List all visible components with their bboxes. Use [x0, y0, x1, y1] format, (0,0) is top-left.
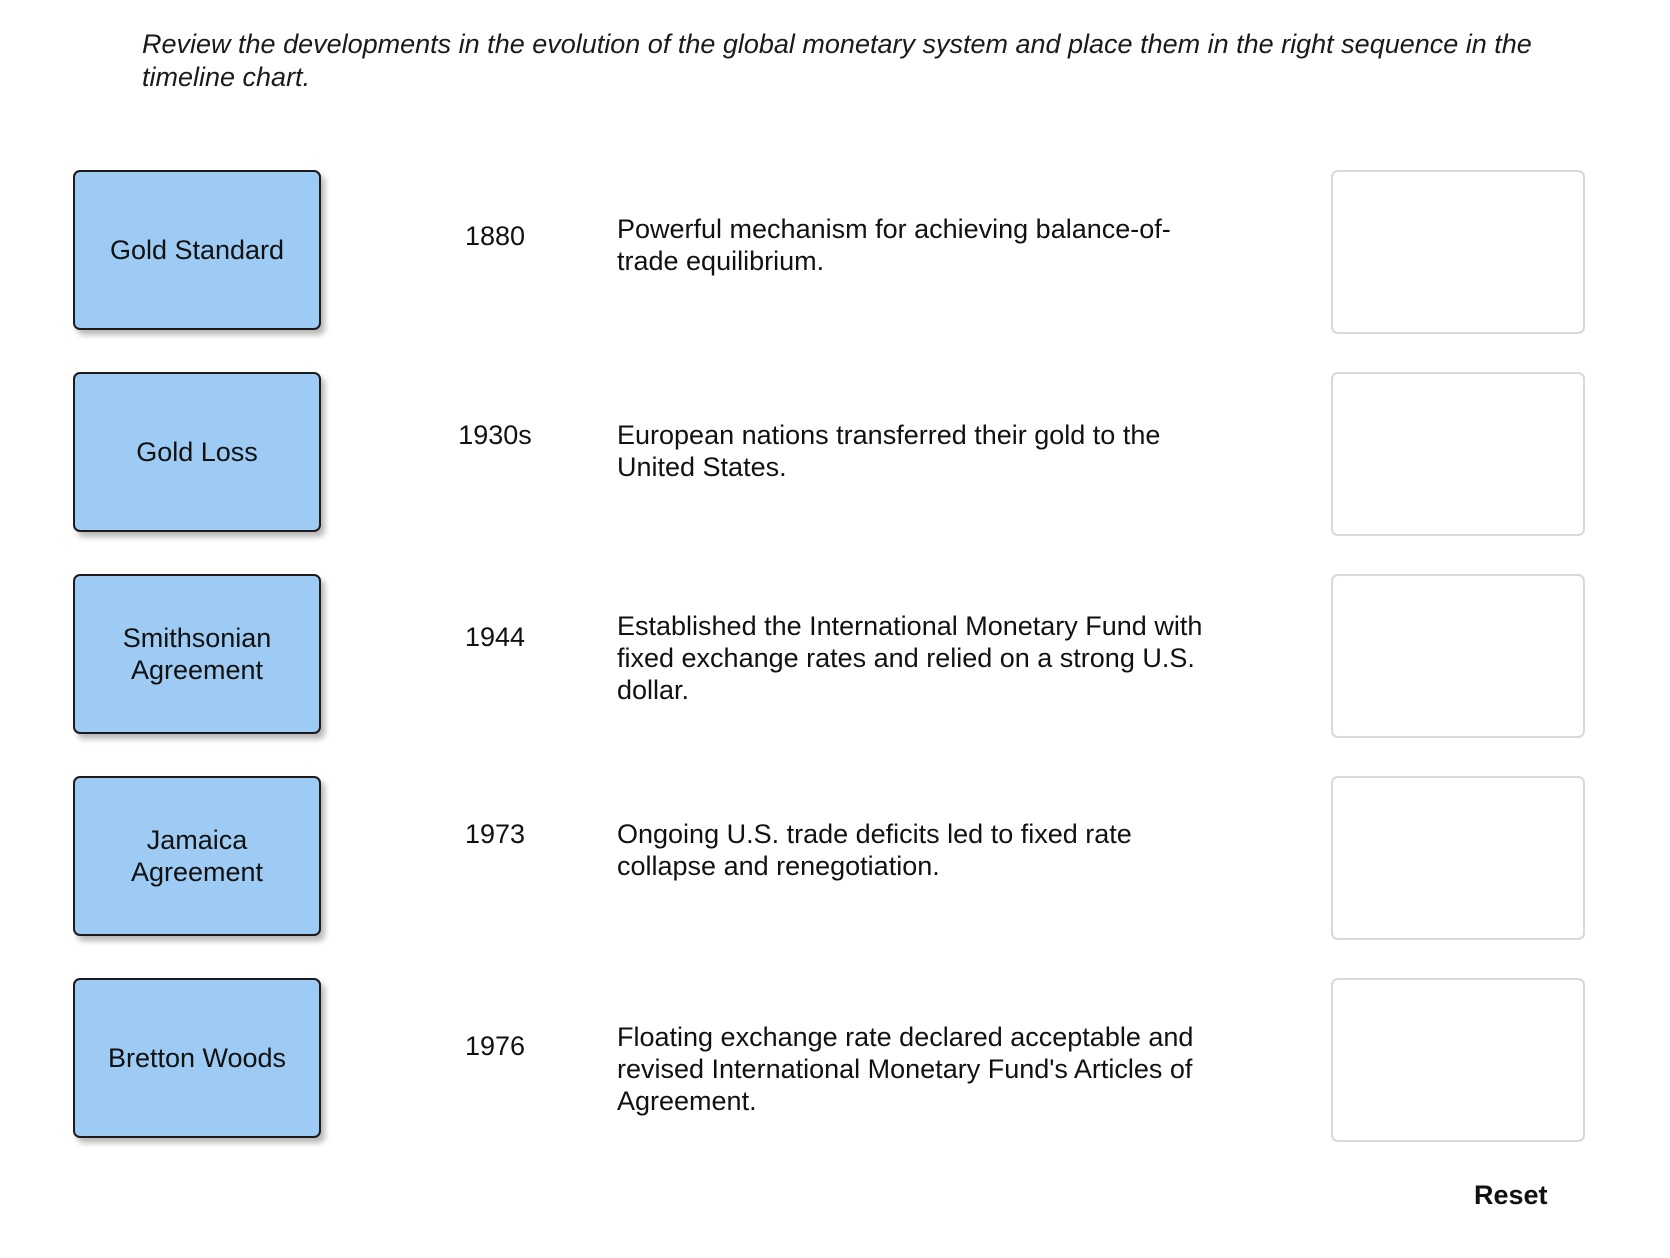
timeline-year: 1944	[464, 622, 526, 652]
drop-target-3[interactable]	[1331, 574, 1585, 738]
timeline-description: Established the International Monetary Fund with fixed exchange rates and relied on a strong U.S. dollar.	[617, 611, 1203, 705]
timeline-year: 1973	[464, 819, 526, 849]
timeline-description: Ongoing U.S. trade deficits led to fixed rate collapse and renegotiation.	[617, 819, 1132, 881]
card-label: Gold Standard	[109, 235, 285, 265]
timeline-description: Floating exchange rate declared acceptable and revised International Monetary Fund's Articles of Agreement.	[617, 1022, 1194, 1116]
card-label: Jamaica Agreement	[130, 825, 264, 887]
reset-button[interactable]: Reset	[1474, 1180, 1548, 1210]
timeline-row	[0, 372, 1670, 535]
timeline-year: 1976	[464, 1031, 526, 1061]
card-label: Smithsonian Agreement	[122, 623, 272, 685]
timeline-description: European nations transferred their gold to the United States.	[617, 420, 1161, 482]
card-label: Bretton Woods	[107, 1043, 287, 1073]
timeline-row	[0, 776, 1670, 939]
timeline-row	[0, 574, 1670, 737]
drop-target-1[interactable]	[1331, 170, 1585, 334]
drop-target-2[interactable]	[1331, 372, 1585, 536]
drop-target-5[interactable]	[1331, 978, 1585, 1142]
timeline-year: 1930s	[458, 420, 532, 450]
draggable-card-jamaica-agreement[interactable]	[73, 776, 321, 936]
draggable-card-gold-loss[interactable]	[73, 372, 321, 532]
draggable-card-gold-standard[interactable]	[73, 170, 321, 330]
card-label: Gold Loss	[136, 437, 258, 467]
draggable-card-smithsonian-agreement[interactable]	[73, 574, 321, 734]
timeline-row	[0, 170, 1670, 333]
drop-target-4[interactable]	[1331, 776, 1585, 940]
timeline-year: 1880	[464, 221, 526, 251]
draggable-card-bretton-woods[interactable]	[73, 978, 321, 1138]
instructions-text: Review the developments in the evolution of the global monetary system and place them in the right sequence in the timeline chart.	[142, 29, 1532, 92]
timeline-description: Powerful mechanism for achieving balance-of-trade equilibrium.	[617, 214, 1171, 276]
timeline-row	[0, 978, 1670, 1141]
